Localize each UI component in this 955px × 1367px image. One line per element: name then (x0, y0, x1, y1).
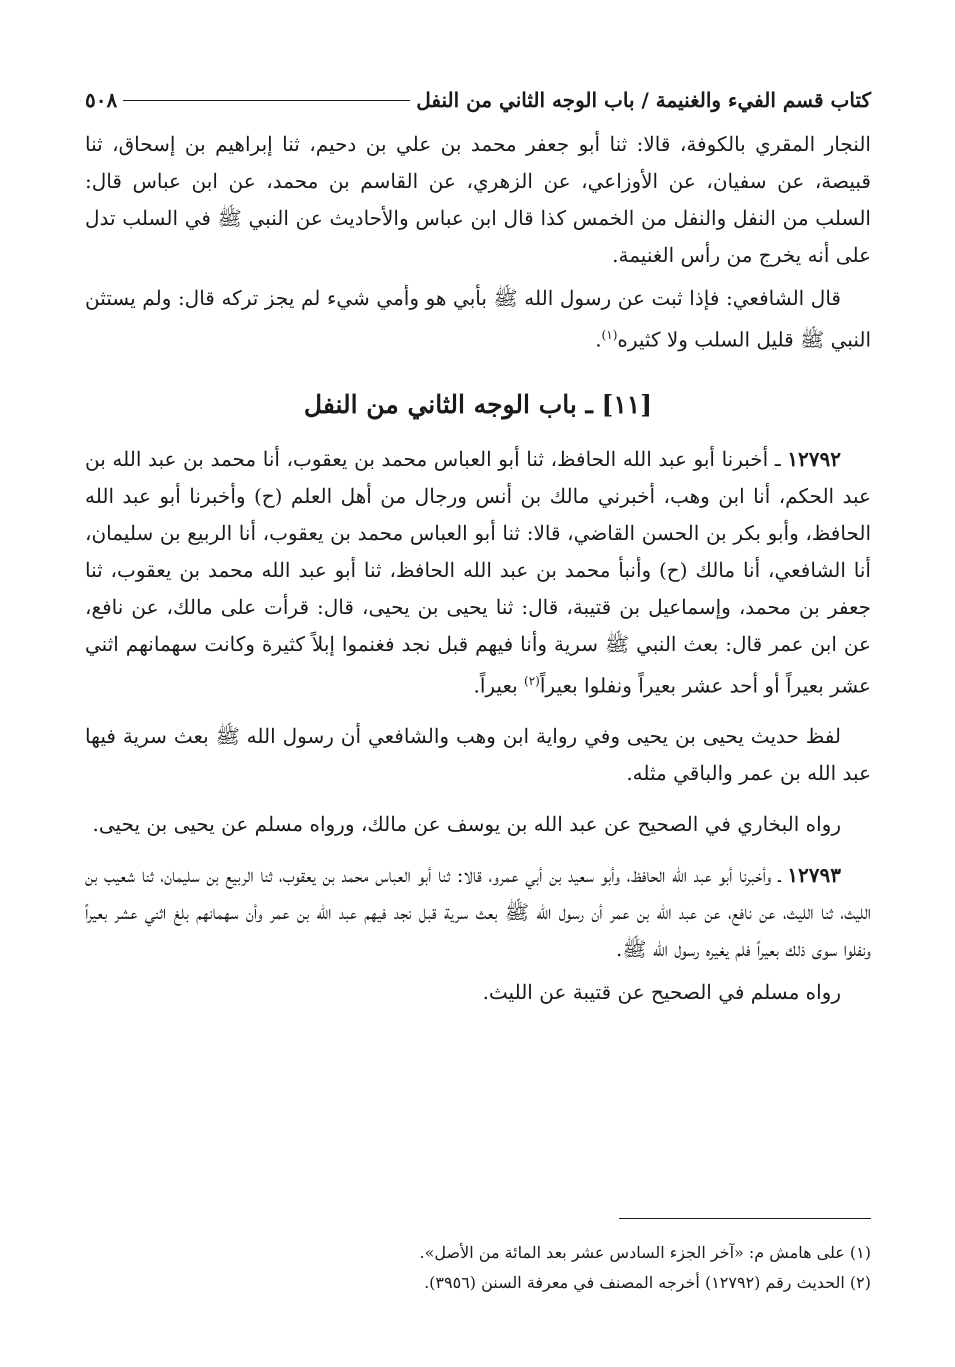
footnote-separator (619, 1218, 871, 1219)
paragraph-muslim: رواه مسلم في الصحيح عن قتيبة عن الليث. (482, 980, 841, 1005)
hadith-number: ١٢٧٩٣ (787, 863, 841, 888)
page-number: ٥٠٨ (85, 88, 118, 112)
paragraph-end: . (595, 327, 602, 352)
header-title: كتاب قسم الفيء والغنيمة / باب الوجه الثاني من النفل (416, 88, 871, 112)
hadith-number: ١٢٧٩٢ (787, 446, 841, 471)
paragraph-text: قال الشافعي: فإذا ثبت عن رسول الله ﷺ بأبي هو وأمي شيء لم يجز تركه قال: ولم يستثن النبي ﷺ قليل السلب ولا كثيره (85, 286, 871, 352)
header-rule (123, 100, 410, 101)
hadith-text: ـ وأخبرنا أبو عبد الله الحافظ، وأبو سعيد بن أبي عمرو، قالا: ثنا أبو العباس محمد بن يعقوب، ثنا الربيع بن سليمان، ثنا شعيب بن الليث، ثنا الليث، عن نافع، عن عبد الله بن عمر أن رسول الله ﷺ بعث سرية قبل نجد فيهم عبد الله بن عمر وأن سهمانهم بلغ اثني عشر بعيراً ونفلوا سوى ذلك بعيراً فلم يغيره رسول الله ﷺ. (85, 863, 871, 962)
footnote-ref-1[interactable]: (١) (601, 328, 618, 342)
footnotes (85, 1238, 871, 1298)
running-header (85, 80, 871, 120)
page (85, 80, 871, 1292)
paragraph-lafz: لفظ حديث يحيى بن يحيى وفي رواية ابن وهب والشافعي أن رسول الله ﷺ بعث سرية فيها عبد الله بن عمر والباقي مثله. (85, 724, 871, 786)
hadith-text-end: بعيراً. (473, 673, 525, 698)
hadith-text: ـ أخبرنا أبو عبد الله الحافظ، ثنا أبو العباس محمد بن يعقوب، أنا محمد بن عبد الله بن عبد الحكم، أنا ابن وهب، أخبرني مالك بن أنس ورجال من أهل العلم (ح) وأخبرنا أبو عبد الله الحافظ، وأبو بكر بن الحسن القاضي، قالا: ثنا أبو العباس محمد بن يعقوب، أنا الربيع بن سليمان، أنا الشافعي، أنا مالك (ح) وأنبأ محمد بن عبد الله الحافظ، ثنا أبو عبد الله محمد بن يعقوب، ثنا جعفر بن محمد، وإسماعيل بن قتيبة، قال: ثنا يحيى بن يحيى، قال: قرأت على مالك، عن نافع، عن ابن عمر قال: بعث النبي ﷺ سرية وأنا فيهم قبل نجد فغنموا إبلاً كثيرة وكانت سهمانهم اثني عشر بعيراً أو أحد عشر بعيراً ونفلوا بعيراً (85, 446, 871, 698)
hadith-12793 (85, 857, 871, 968)
hadith-12792 (85, 441, 871, 705)
paragraph-bukhari: رواه البخاري في الصحيح عن عبد الله بن يوسف عن مالك، ورواه مسلم عن يحيى بن يحيى. (92, 812, 841, 837)
paragraph-continuation (85, 126, 871, 274)
section-heading: [١١] ـ باب الوجه الثاني من النفل (303, 389, 653, 419)
footnote-ref-2[interactable]: (٢) (524, 673, 540, 688)
footnote-1: (١) على هامش م: «آخر الجزء السادس عشر بعد المائة من الأصل». (419, 1243, 871, 1262)
paragraph-shafii (85, 280, 871, 359)
paragraph-text: النجار المقري بالكوفة، قالا: ثنا أبو جعفر محمد بن علي بن دحيم، ثنا إبراهيم بن إسحاق، ثنا قبيصة، عن سفيان، عن الأوزاعي، عن الزهري، عن القاسم بن محمد، عن ابن عباس قال: السلب من النفل والنفل من الخمس كذا قال ابن عباس والأحاديث عن النبي ﷺ في السلب تدل على أنه يخرج من رأس الغنيمة. (85, 132, 871, 267)
footnote-2: (٢) الحديث رقم (١٢٧٩٢) أخرجه المصنف في معرفة السنن (٣٩٥٦). (424, 1273, 871, 1292)
